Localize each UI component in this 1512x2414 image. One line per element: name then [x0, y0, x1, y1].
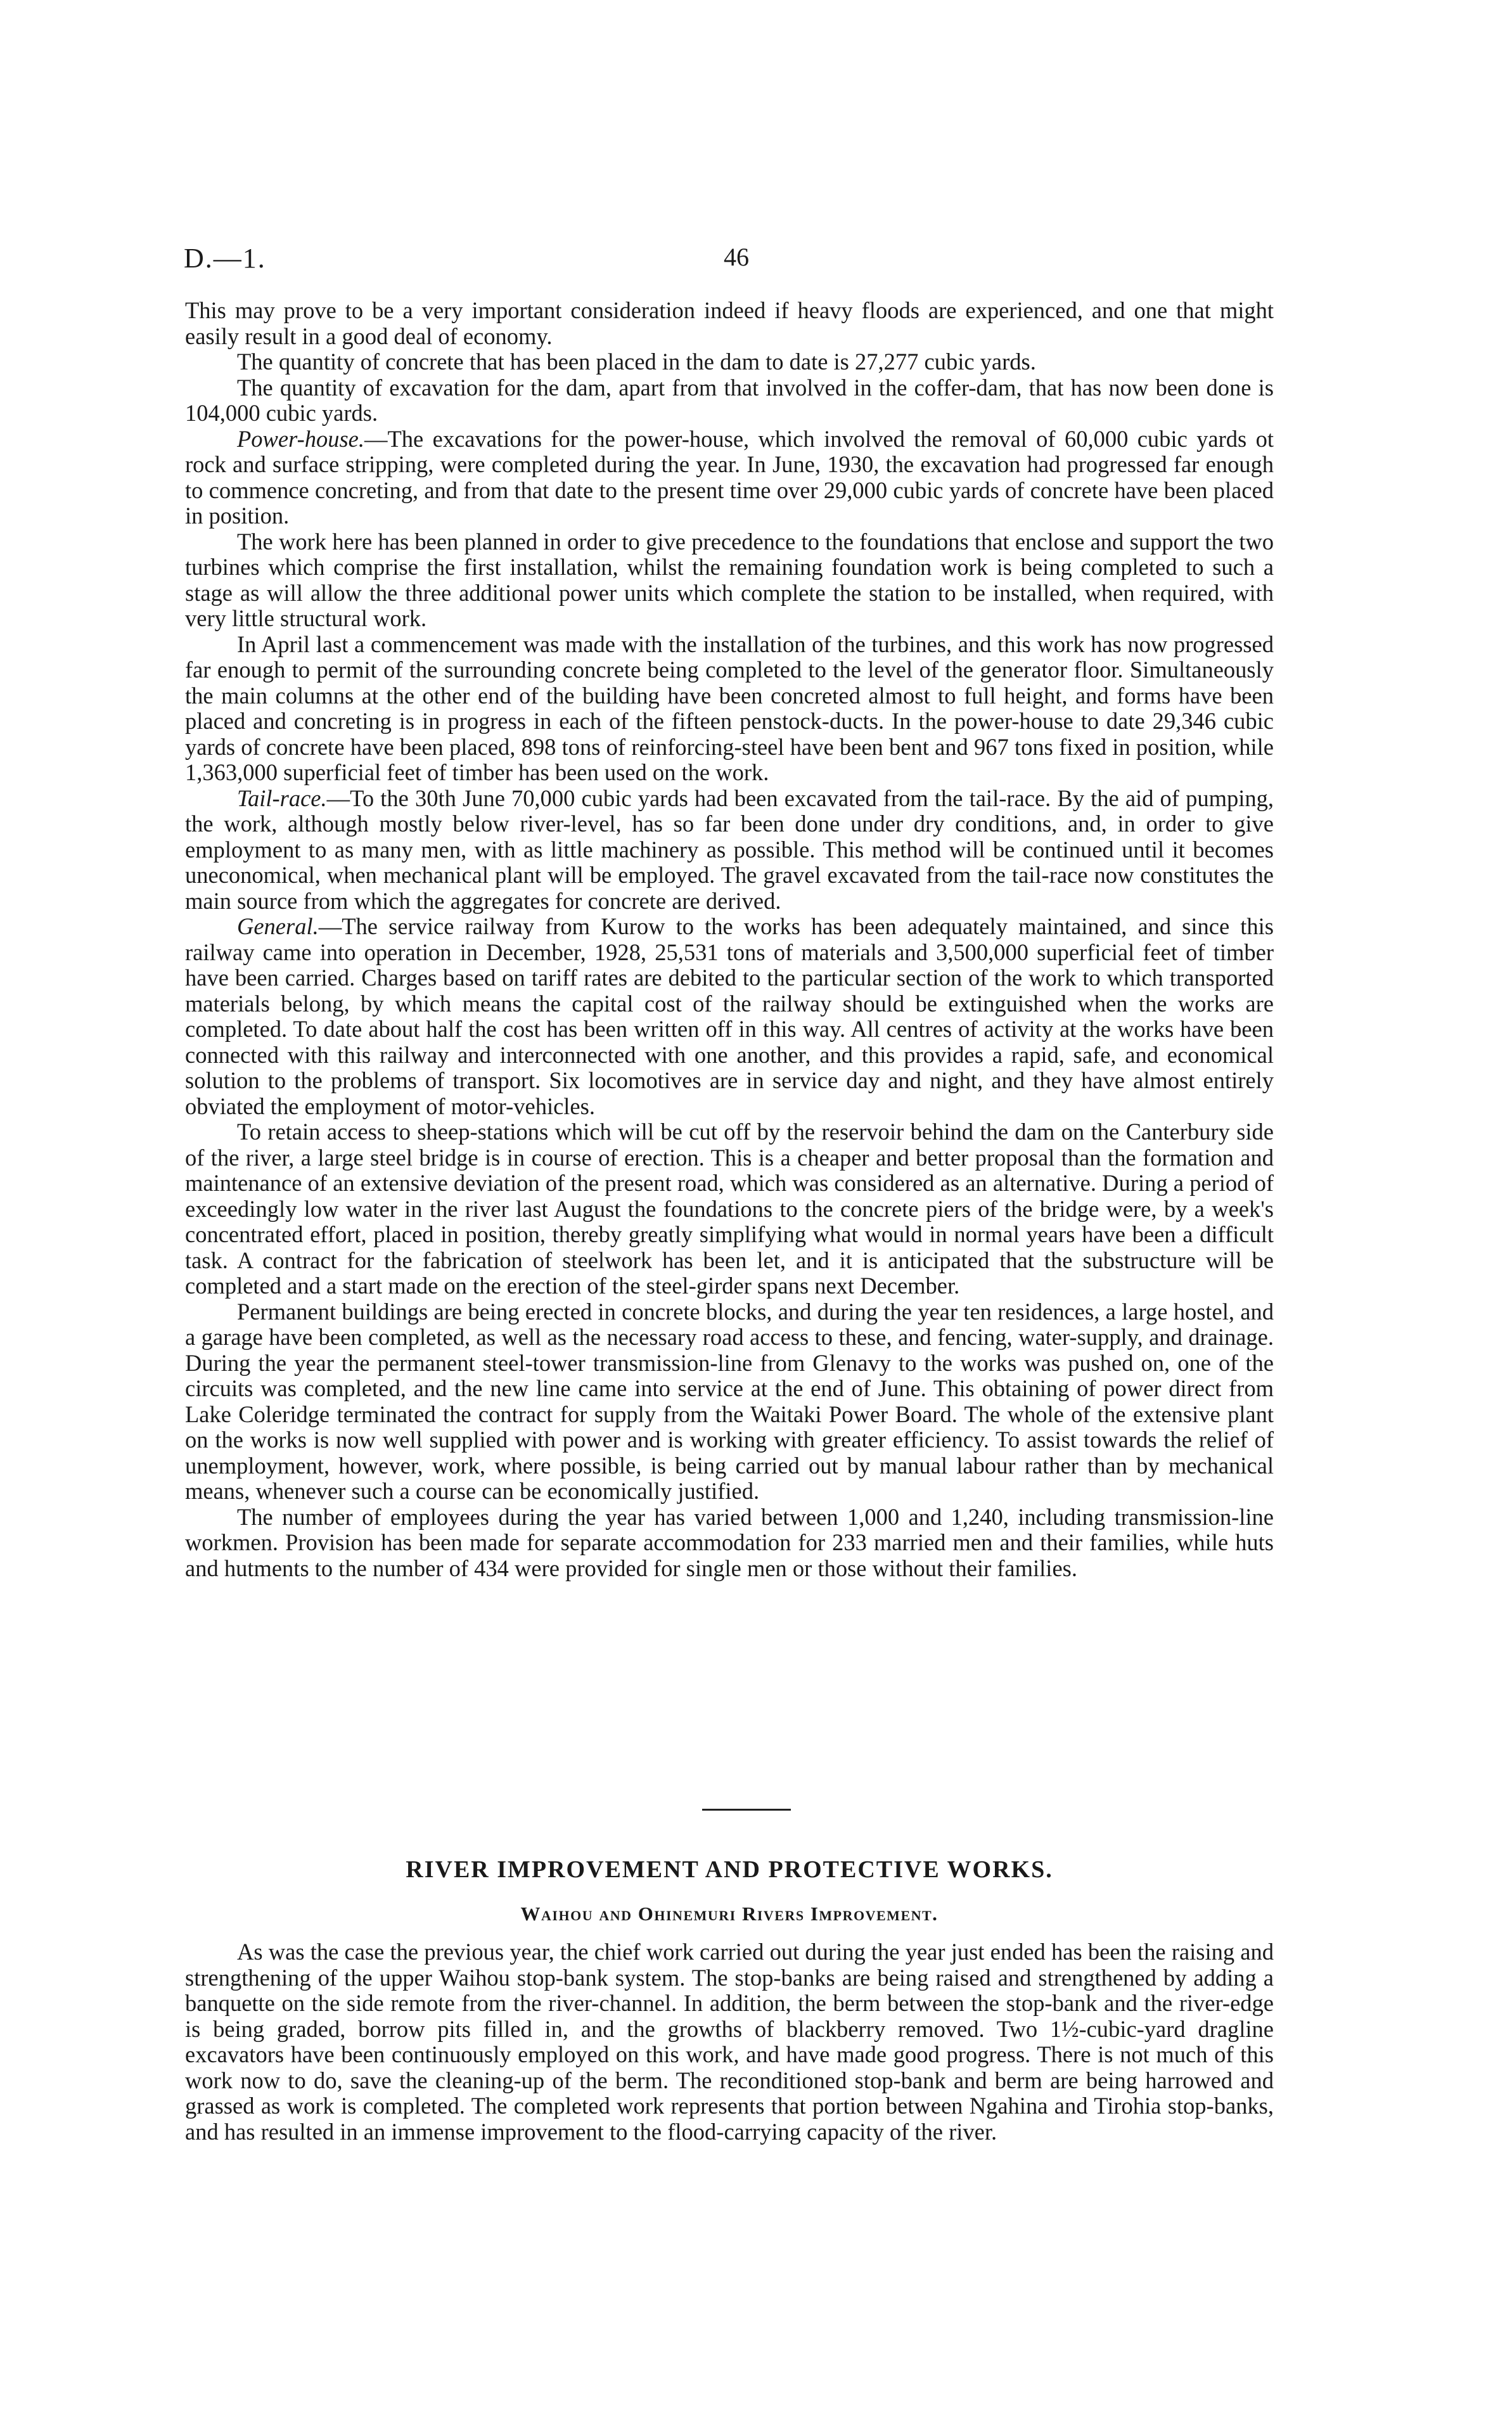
paragraph — [185, 375, 1274, 427]
section-heading: RIVER IMPROVEMENT AND PROTECTIVE WORKS. — [406, 1856, 1053, 1883]
paragraph-text: In April last a commencement was made with the installation of the turbines, and this work has now progressed far enough to permit of the surrounding concrete being completed to the level of the generator floor. Simultaneously the main columns at the other end of the building have been concreted almost to full height, and forms have been placed and concreting is in progress in each of the fifteen penstock-ducts. In the power-house to date 29,346 cubic yards of concrete have been placed, 898 tons of reinforcing-steel have been bent and 967 tons fixed in position, while 1,363,000 superficial feet of timber has been used on the work. — [185, 631, 1274, 785]
paragraph — [185, 427, 1274, 529]
river-improvement-section — [185, 1856, 1274, 2145]
paragraph-lead: General. — [237, 913, 319, 939]
paragraph-text: Permanent buildings are being erected in concrete blocks, and during the year ten residences, a large hostel, and a garage have been completed, as well as the necessary road access to these, and fencing, water-supply, and drainage. During the year the permanent steel-tower transmission-line from Glenavy to the works was pushed on, one of the circuits was completed, and the new line came into service at the end of June. This obtaining of power direct from Lake Coleridge terminated the contract for supply from the Waitaki Power Board. The whole of the extensive plant on the works is now well supplied with power and is working with greater efficiency. To assist towards the relief of unemployment, however, work, where possible, is being carried out by manual labour rather than by mechanical means, whenever such a course can be economically justified. — [185, 1298, 1274, 1504]
paragraph — [185, 632, 1274, 786]
paragraph-text: This may prove to be a very important consideration indeed if heavy floods are experienced, and one that might easily result in a good deal of economy. — [185, 297, 1274, 349]
paragraph-text: —The excavations for the power-house, which involved the removal of 60,000 cubic yards ot rock and surface stripping, were completed during the year. In June, 1930, the excavation had progressed far enough to commence concreting, and from that date to the present time over 29,000 cubic yards of concrete have been placed in position. — [185, 425, 1274, 529]
paragraph-text: The quantity of concrete that has been placed in the dam to date is 27,277 cubic yards. — [237, 349, 1036, 375]
paragraph — [185, 349, 1274, 375]
paragraph-text: The number of employees during the year has varied between 1,000 and 1,240, including transmission-line workmen. Provision has been made for separate accommodation for 233 married men and their families, while huts and hutments to the number of 434 were provided for single men or those without their families. — [185, 1503, 1274, 1581]
paragraph — [185, 1299, 1274, 1505]
page-header — [184, 242, 1274, 286]
paragraph-text: —To the 30th June 70,000 cubic yards had been excavated from the tail-race. By the aid of pumping, the work, although mostly below river-level, has so far been done under dry conditions, and, in order to give employment to as many men, with as little machinery as possible. This method will be continued until it becomes uneconomical, when mechanical plant will be employed. The gravel excavated from the tail-race now constitutes the main source from which the aggregates for concrete are derived. — [185, 785, 1274, 914]
paragraph — [185, 786, 1274, 915]
section-subheading: Waihou and Ohinemuri Rivers Improvement. — [520, 1903, 939, 1925]
document-reference: D.—1. — [184, 243, 266, 274]
section-paragraph: As was the case the previous year, the chief work carried out during the year just ended has been the raising and strengthening of the upper Waihou stop-bank system. The stop-banks are being raised and strengthened by adding a banquette on the side remote from the river-channel. In addition, the berm between the stop-bank and the river-edge is being graded, borrow pits filled in, and the growths of blackberry removed. Two 1½-cubic-yard dragline excavators have been continuously employed on this work, and have made good progress. There is not much of this work now to do, save the cleaning-up of the berm. The reconditioned stop-bank and berm are being harrowed and grassed as work is completed. The completed work represents that portion between Ngahina and Tirohia stop-banks, and has resulted in an immense improvement to the flood-carrying capacity of the river. — [185, 1939, 1274, 2145]
body-text — [185, 298, 1274, 1581]
paragraph — [185, 1119, 1274, 1299]
paragraph-lead: Power-house. — [237, 425, 364, 452]
paragraph-text: The quantity of excavation for the dam, apart from that involved in the coffer-dam, that has now been done is 104,000 cubic yards. — [185, 374, 1274, 426]
paragraph — [185, 529, 1274, 632]
paragraph — [185, 298, 1274, 349]
paragraph-text: To retain access to sheep-stations which will be cut off by the reservoir behind the dam on the Canterbury side of the river, a large steel bridge is in course of erection. This is a cheaper and better proposal than the formation and maintenance of an extensive deviation of the present road, which was considered as an alternative. During a period of exceedingly low water in the river last August the foundations to the concrete piers of the bridge were, by a week's concentrated effort, placed in position, thereby greatly simplifying what would in normal years have been a difficult task. A contract for the fabrication of steelwork has been let, and it is anticipated that the substructure will be completed and a start made on the erection of the steel-girder spans next December. — [185, 1119, 1274, 1299]
section-divider — [702, 1809, 791, 1811]
page-number: 46 — [724, 243, 749, 271]
paragraph — [185, 914, 1274, 1119]
paragraph-text: The work here has been planned in order to give precedence to the foundations that enclose and support the two turbines which comprise the first installation, whilst the remaining foundation work is being completed to such a stage as will allow the three additional power units which complete the station to be installed, when required, with very little structural work. — [185, 528, 1274, 631]
paragraph-text: —The service railway from Kurow to the works has been adequately maintained, and since this railway came into operation in December, 1928, 25,531 tons of materials and 3,500,000 superficial feet of timber have been carried. Charges based on tariff rates are debited to the particular section of the work to which transported materials belong, by which means the capital cost of the railway should be extinguished when the works are completed. To date about half the cost has been written off in this way. All centres of activity at the works have been connected with this railway and interconnected with one another, and this provides a rapid, safe, and economical solution to the problems of transport. Six locomotives are in service day and night, and they have almost entirely obviated the employment of motor-vehicles. — [185, 913, 1274, 1119]
paragraph — [185, 1505, 1274, 1582]
paragraph-lead: Tail-race. — [237, 785, 327, 811]
